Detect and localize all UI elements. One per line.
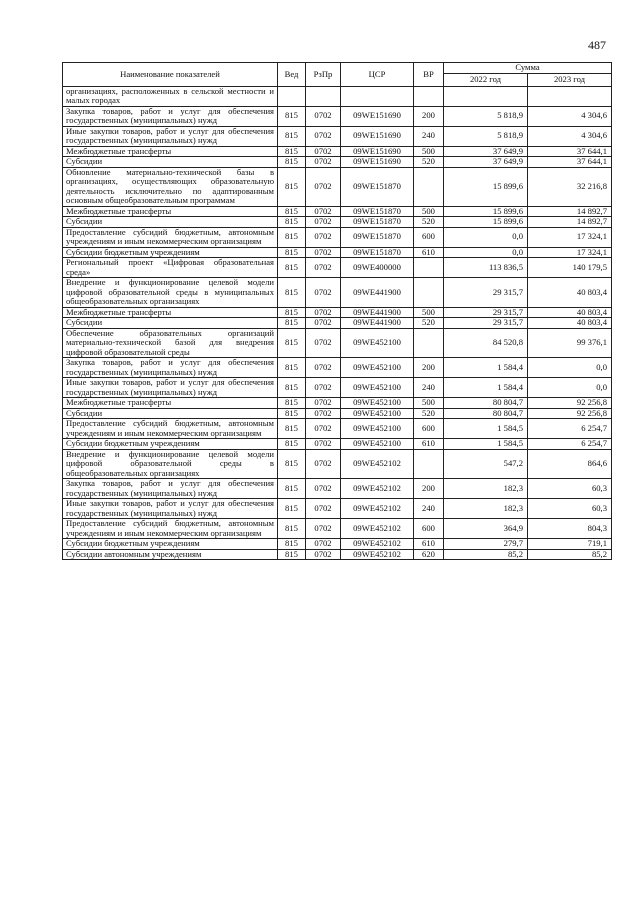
- row-rzpr: 0702: [306, 479, 341, 499]
- row-rzpr: 0702: [306, 378, 341, 398]
- row-sum-2022: 547,2: [444, 449, 528, 479]
- table-row: [63, 146, 612, 157]
- row-csr: 09WE452102: [341, 449, 414, 479]
- row-vr: 200: [414, 106, 444, 126]
- row-sum-2022: 29 315,7: [444, 278, 528, 308]
- row-csr: 09WE452102: [341, 539, 414, 550]
- row-csr: 09WE452102: [341, 519, 414, 539]
- row-ved: 815: [278, 408, 306, 419]
- row-sum-2022: 15 899,6: [444, 217, 528, 228]
- row-sum-2022: 279,7: [444, 539, 528, 550]
- row-vr: 500: [414, 206, 444, 217]
- row-sum-2023: 60,3: [528, 499, 612, 519]
- col-header-2022: 2022 год: [444, 73, 528, 86]
- row-vr: 600: [414, 419, 444, 439]
- row-ved: 815: [278, 278, 306, 308]
- budget-table: [62, 62, 612, 560]
- row-sum-2022: 1 584,4: [444, 378, 528, 398]
- row-name: Иные закупки товаров, работ и услуг для обеспечения государственных (муниципальных) нужд: [63, 126, 278, 146]
- row-sum-2023: 17 324,1: [528, 247, 612, 258]
- row-sum-2022: 1 584,4: [444, 358, 528, 378]
- row-sum-2023: 0,0: [528, 378, 612, 398]
- row-ved: 815: [278, 258, 306, 278]
- row-vr: 240: [414, 378, 444, 398]
- row-ved: 815: [278, 449, 306, 479]
- row-sum-2022: 29 315,7: [444, 307, 528, 318]
- row-rzpr: 0702: [306, 318, 341, 329]
- col-header-vr: ВР: [414, 63, 444, 87]
- row-sum-2022: 0,0: [444, 227, 528, 247]
- row-csr: 09WE441900: [341, 278, 414, 308]
- row-vr: [414, 167, 444, 206]
- row-ved: 815: [278, 519, 306, 539]
- table-row: [63, 328, 612, 358]
- row-rzpr: 0702: [306, 278, 341, 308]
- row-rzpr: 0702: [306, 307, 341, 318]
- row-csr: 09WE151870: [341, 247, 414, 258]
- row-vr: 600: [414, 227, 444, 247]
- table-row: [63, 358, 612, 378]
- row-csr: 09WE452100: [341, 408, 414, 419]
- row-sum-2023: 140 179,5: [528, 258, 612, 278]
- row-sum-2023: 14 892,7: [528, 206, 612, 217]
- table-row: [63, 398, 612, 409]
- row-sum-2023: 40 803,4: [528, 278, 612, 308]
- row-sum-2023: 40 803,4: [528, 318, 612, 329]
- row-csr: 09WE151870: [341, 167, 414, 206]
- row-vr: [414, 328, 444, 358]
- table-row: [63, 408, 612, 419]
- row-sum-2022: 84 520,8: [444, 328, 528, 358]
- row-name: Закупка товаров, работ и услуг для обеспечения государственных (муниципальных) нужд: [63, 106, 278, 126]
- row-csr: 09WE151690: [341, 126, 414, 146]
- row-sum-2023: 17 324,1: [528, 227, 612, 247]
- table-row: [63, 157, 612, 168]
- row-csr: 09WE151690: [341, 146, 414, 157]
- row-sum-2023: 92 256,8: [528, 398, 612, 409]
- row-vr: 520: [414, 318, 444, 329]
- row-name: Субсидии: [63, 217, 278, 228]
- row-sum-2023: 0,0: [528, 358, 612, 378]
- row-ved: 815: [278, 549, 306, 560]
- row-ved: 815: [278, 307, 306, 318]
- row-rzpr: 0702: [306, 499, 341, 519]
- row-rzpr: 0702: [306, 247, 341, 258]
- row-sum-2023: 4 304,6: [528, 106, 612, 126]
- row-rzpr: [306, 86, 341, 106]
- row-sum-2023: 32 216,8: [528, 167, 612, 206]
- row-name: Иные закупки товаров, работ и услуг для обеспечения государственных (муниципальных) нужд: [63, 378, 278, 398]
- table-row: [63, 378, 612, 398]
- row-sum-2023: 804,3: [528, 519, 612, 539]
- table-row: [63, 499, 612, 519]
- row-vr: 610: [414, 539, 444, 550]
- row-csr: [341, 86, 414, 106]
- row-name: Субсидии бюджетным учреждениям: [63, 539, 278, 550]
- row-vr: 620: [414, 549, 444, 560]
- row-rzpr: 0702: [306, 328, 341, 358]
- row-name: Внедрение и функционирование целевой модели цифровой образовательной среды в муниципальных общеобразовательных организациях: [63, 278, 278, 308]
- row-sum-2022: 113 836,5: [444, 258, 528, 278]
- row-ved: 815: [278, 146, 306, 157]
- row-sum-2023: 60,3: [528, 479, 612, 499]
- row-vr: 610: [414, 439, 444, 450]
- col-header-csr: ЦСР: [341, 63, 414, 87]
- row-csr: 09WE452100: [341, 419, 414, 439]
- row-ved: 815: [278, 206, 306, 217]
- table-row: [63, 318, 612, 329]
- row-csr: 09WE452102: [341, 499, 414, 519]
- row-sum-2023: 37 644,1: [528, 146, 612, 157]
- row-vr: 600: [414, 519, 444, 539]
- row-ved: 815: [278, 217, 306, 228]
- row-csr: 09WE452102: [341, 549, 414, 560]
- row-sum-2023: [528, 86, 612, 106]
- table-row: [63, 206, 612, 217]
- row-sum-2023: 4 304,6: [528, 126, 612, 146]
- row-csr: 09WE441900: [341, 307, 414, 318]
- row-sum-2022: 15 899,6: [444, 206, 528, 217]
- table-row: [63, 258, 612, 278]
- row-csr: 09WE452100: [341, 358, 414, 378]
- row-ved: 815: [278, 157, 306, 168]
- table-row: [63, 86, 612, 106]
- row-rzpr: 0702: [306, 449, 341, 479]
- table-row: [63, 167, 612, 206]
- col-header-name: Наименование показателей: [63, 63, 278, 87]
- row-sum-2022: 37 649,9: [444, 146, 528, 157]
- row-vr: 500: [414, 398, 444, 409]
- row-ved: 815: [278, 398, 306, 409]
- row-sum-2022: 5 818,9: [444, 106, 528, 126]
- row-rzpr: 0702: [306, 539, 341, 550]
- row-name: организациях, расположенных в сельской местности и малых городах: [63, 86, 278, 106]
- row-sum-2023: 6 254,7: [528, 439, 612, 450]
- row-rzpr: 0702: [306, 519, 341, 539]
- row-ved: 815: [278, 479, 306, 499]
- row-sum-2022: 15 899,6: [444, 167, 528, 206]
- row-sum-2023: 40 803,4: [528, 307, 612, 318]
- row-csr: 09WE452100: [341, 378, 414, 398]
- row-rzpr: 0702: [306, 167, 341, 206]
- row-rzpr: 0702: [306, 549, 341, 560]
- table-row: [63, 419, 612, 439]
- row-sum-2022: 0,0: [444, 247, 528, 258]
- row-sum-2023: 99 376,1: [528, 328, 612, 358]
- row-sum-2022: 1 584,5: [444, 419, 528, 439]
- row-name: Внедрение и функционирование целевой модели цифровой образовательной среды в общеобразовательных организациях: [63, 449, 278, 479]
- row-csr: 09WE452100: [341, 398, 414, 409]
- row-name: Межбюджетные трансферты: [63, 206, 278, 217]
- table-row: [63, 479, 612, 499]
- col-header-sum: Сумма: [444, 63, 612, 74]
- row-name: Межбюджетные трансферты: [63, 307, 278, 318]
- table-row: [63, 439, 612, 450]
- table-row: [63, 519, 612, 539]
- row-rzpr: 0702: [306, 227, 341, 247]
- row-name: Межбюджетные трансферты: [63, 398, 278, 409]
- row-rzpr: 0702: [306, 146, 341, 157]
- table-row: [63, 126, 612, 146]
- row-vr: 500: [414, 146, 444, 157]
- row-csr: 09WE151870: [341, 206, 414, 217]
- row-ved: [278, 86, 306, 106]
- row-vr: 240: [414, 126, 444, 146]
- row-rzpr: 0702: [306, 106, 341, 126]
- row-name: Обеспечение образовательных организаций материально-технической базой для внедрения цифровой образовательной среды: [63, 328, 278, 358]
- row-sum-2023: 37 644,1: [528, 157, 612, 168]
- row-ved: 815: [278, 358, 306, 378]
- row-sum-2022: 1 584,5: [444, 439, 528, 450]
- row-sum-2022: 182,3: [444, 479, 528, 499]
- row-name: Субсидии: [63, 157, 278, 168]
- table-row: [63, 278, 612, 308]
- row-csr: 09WE400000: [341, 258, 414, 278]
- row-rzpr: 0702: [306, 126, 341, 146]
- row-sum-2022: 85,2: [444, 549, 528, 560]
- row-csr: 09WE452100: [341, 328, 414, 358]
- row-ved: 815: [278, 106, 306, 126]
- row-name: Предоставление субсидий бюджетным, автономным учреждениям и иным некоммерческим организациям: [63, 419, 278, 439]
- col-header-ved: Вед: [278, 63, 306, 87]
- row-rzpr: 0702: [306, 419, 341, 439]
- row-name: Иные закупки товаров, работ и услуг для обеспечения государственных (муниципальных) нужд: [63, 499, 278, 519]
- row-sum-2023: 6 254,7: [528, 419, 612, 439]
- row-rzpr: 0702: [306, 358, 341, 378]
- row-name: Субсидии бюджетным учреждениям: [63, 439, 278, 450]
- row-sum-2022: 364,9: [444, 519, 528, 539]
- row-rzpr: 0702: [306, 439, 341, 450]
- row-vr: 520: [414, 217, 444, 228]
- row-vr: 500: [414, 307, 444, 318]
- row-ved: 815: [278, 419, 306, 439]
- row-sum-2023: 719,1: [528, 539, 612, 550]
- row-sum-2023: 864,6: [528, 449, 612, 479]
- row-name: Региональный проект «Цифровая образовательная среда»: [63, 258, 278, 278]
- row-vr: 240: [414, 499, 444, 519]
- row-name: Межбюджетные трансферты: [63, 146, 278, 157]
- row-ved: 815: [278, 378, 306, 398]
- row-ved: 815: [278, 318, 306, 329]
- row-name: Предоставление субсидий бюджетным, автономным учреждениям и иным некоммерческим организациям: [63, 519, 278, 539]
- row-sum-2022: 80 804,7: [444, 408, 528, 419]
- table-row: [63, 217, 612, 228]
- row-sum-2023: 85,2: [528, 549, 612, 560]
- table-row: [63, 549, 612, 560]
- row-csr: 09WE452100: [341, 439, 414, 450]
- row-vr: 200: [414, 358, 444, 378]
- row-rzpr: 0702: [306, 217, 341, 228]
- row-vr: 200: [414, 479, 444, 499]
- row-sum-2023: 14 892,7: [528, 217, 612, 228]
- table-body: [63, 86, 612, 560]
- row-vr: [414, 86, 444, 106]
- row-vr: [414, 258, 444, 278]
- col-header-rzpr: РзПр: [306, 63, 341, 87]
- row-rzpr: 0702: [306, 157, 341, 168]
- row-sum-2022: 80 804,7: [444, 398, 528, 409]
- table-row: [63, 307, 612, 318]
- row-vr: [414, 278, 444, 308]
- row-ved: 815: [278, 328, 306, 358]
- row-sum-2022: 5 818,9: [444, 126, 528, 146]
- table-row: [63, 106, 612, 126]
- row-name: Закупка товаров, работ и услуг для обеспечения государственных (муниципальных) нужд: [63, 479, 278, 499]
- row-name: Обновление материально-технической базы в организациях, осуществляющих образовательную деятельность исключительно по адаптированным основным общеобразовательным программам: [63, 167, 278, 206]
- row-ved: 815: [278, 539, 306, 550]
- page-number: 487: [588, 38, 606, 52]
- row-name: Субсидии: [63, 408, 278, 419]
- col-header-2023: 2023 год: [528, 73, 612, 86]
- row-csr: 09WE151690: [341, 106, 414, 126]
- row-vr: 520: [414, 408, 444, 419]
- row-csr: 09WE151870: [341, 217, 414, 228]
- row-name: Закупка товаров, работ и услуг для обеспечения государственных (муниципальных) нужд: [63, 358, 278, 378]
- row-vr: [414, 449, 444, 479]
- row-ved: 815: [278, 167, 306, 206]
- row-ved: 815: [278, 227, 306, 247]
- row-name: Субсидии бюджетным учреждениям: [63, 247, 278, 258]
- row-sum-2022: 182,3: [444, 499, 528, 519]
- row-sum-2022: 29 315,7: [444, 318, 528, 329]
- row-csr: 09WE452102: [341, 479, 414, 499]
- row-ved: 815: [278, 439, 306, 450]
- row-ved: 815: [278, 499, 306, 519]
- table-row: [63, 449, 612, 479]
- row-rzpr: 0702: [306, 258, 341, 278]
- row-csr: 09WE441900: [341, 318, 414, 329]
- row-vr: 520: [414, 157, 444, 168]
- row-name: Субсидии: [63, 318, 278, 329]
- row-name: Субсидии автономным учреждениям: [63, 549, 278, 560]
- row-sum-2022: [444, 86, 528, 106]
- table-row: [63, 227, 612, 247]
- row-rzpr: 0702: [306, 398, 341, 409]
- row-name: Предоставление субсидий бюджетным, автономным учреждениям и иным некоммерческим организациям: [63, 227, 278, 247]
- row-rzpr: 0702: [306, 408, 341, 419]
- row-ved: 815: [278, 126, 306, 146]
- row-sum-2023: 92 256,8: [528, 408, 612, 419]
- table-row: [63, 247, 612, 258]
- row-rzpr: 0702: [306, 206, 341, 217]
- row-ved: 815: [278, 247, 306, 258]
- row-csr: 09WE151690: [341, 157, 414, 168]
- row-vr: 610: [414, 247, 444, 258]
- table-row: [63, 539, 612, 550]
- row-csr: 09WE151870: [341, 227, 414, 247]
- row-sum-2022: 37 649,9: [444, 157, 528, 168]
